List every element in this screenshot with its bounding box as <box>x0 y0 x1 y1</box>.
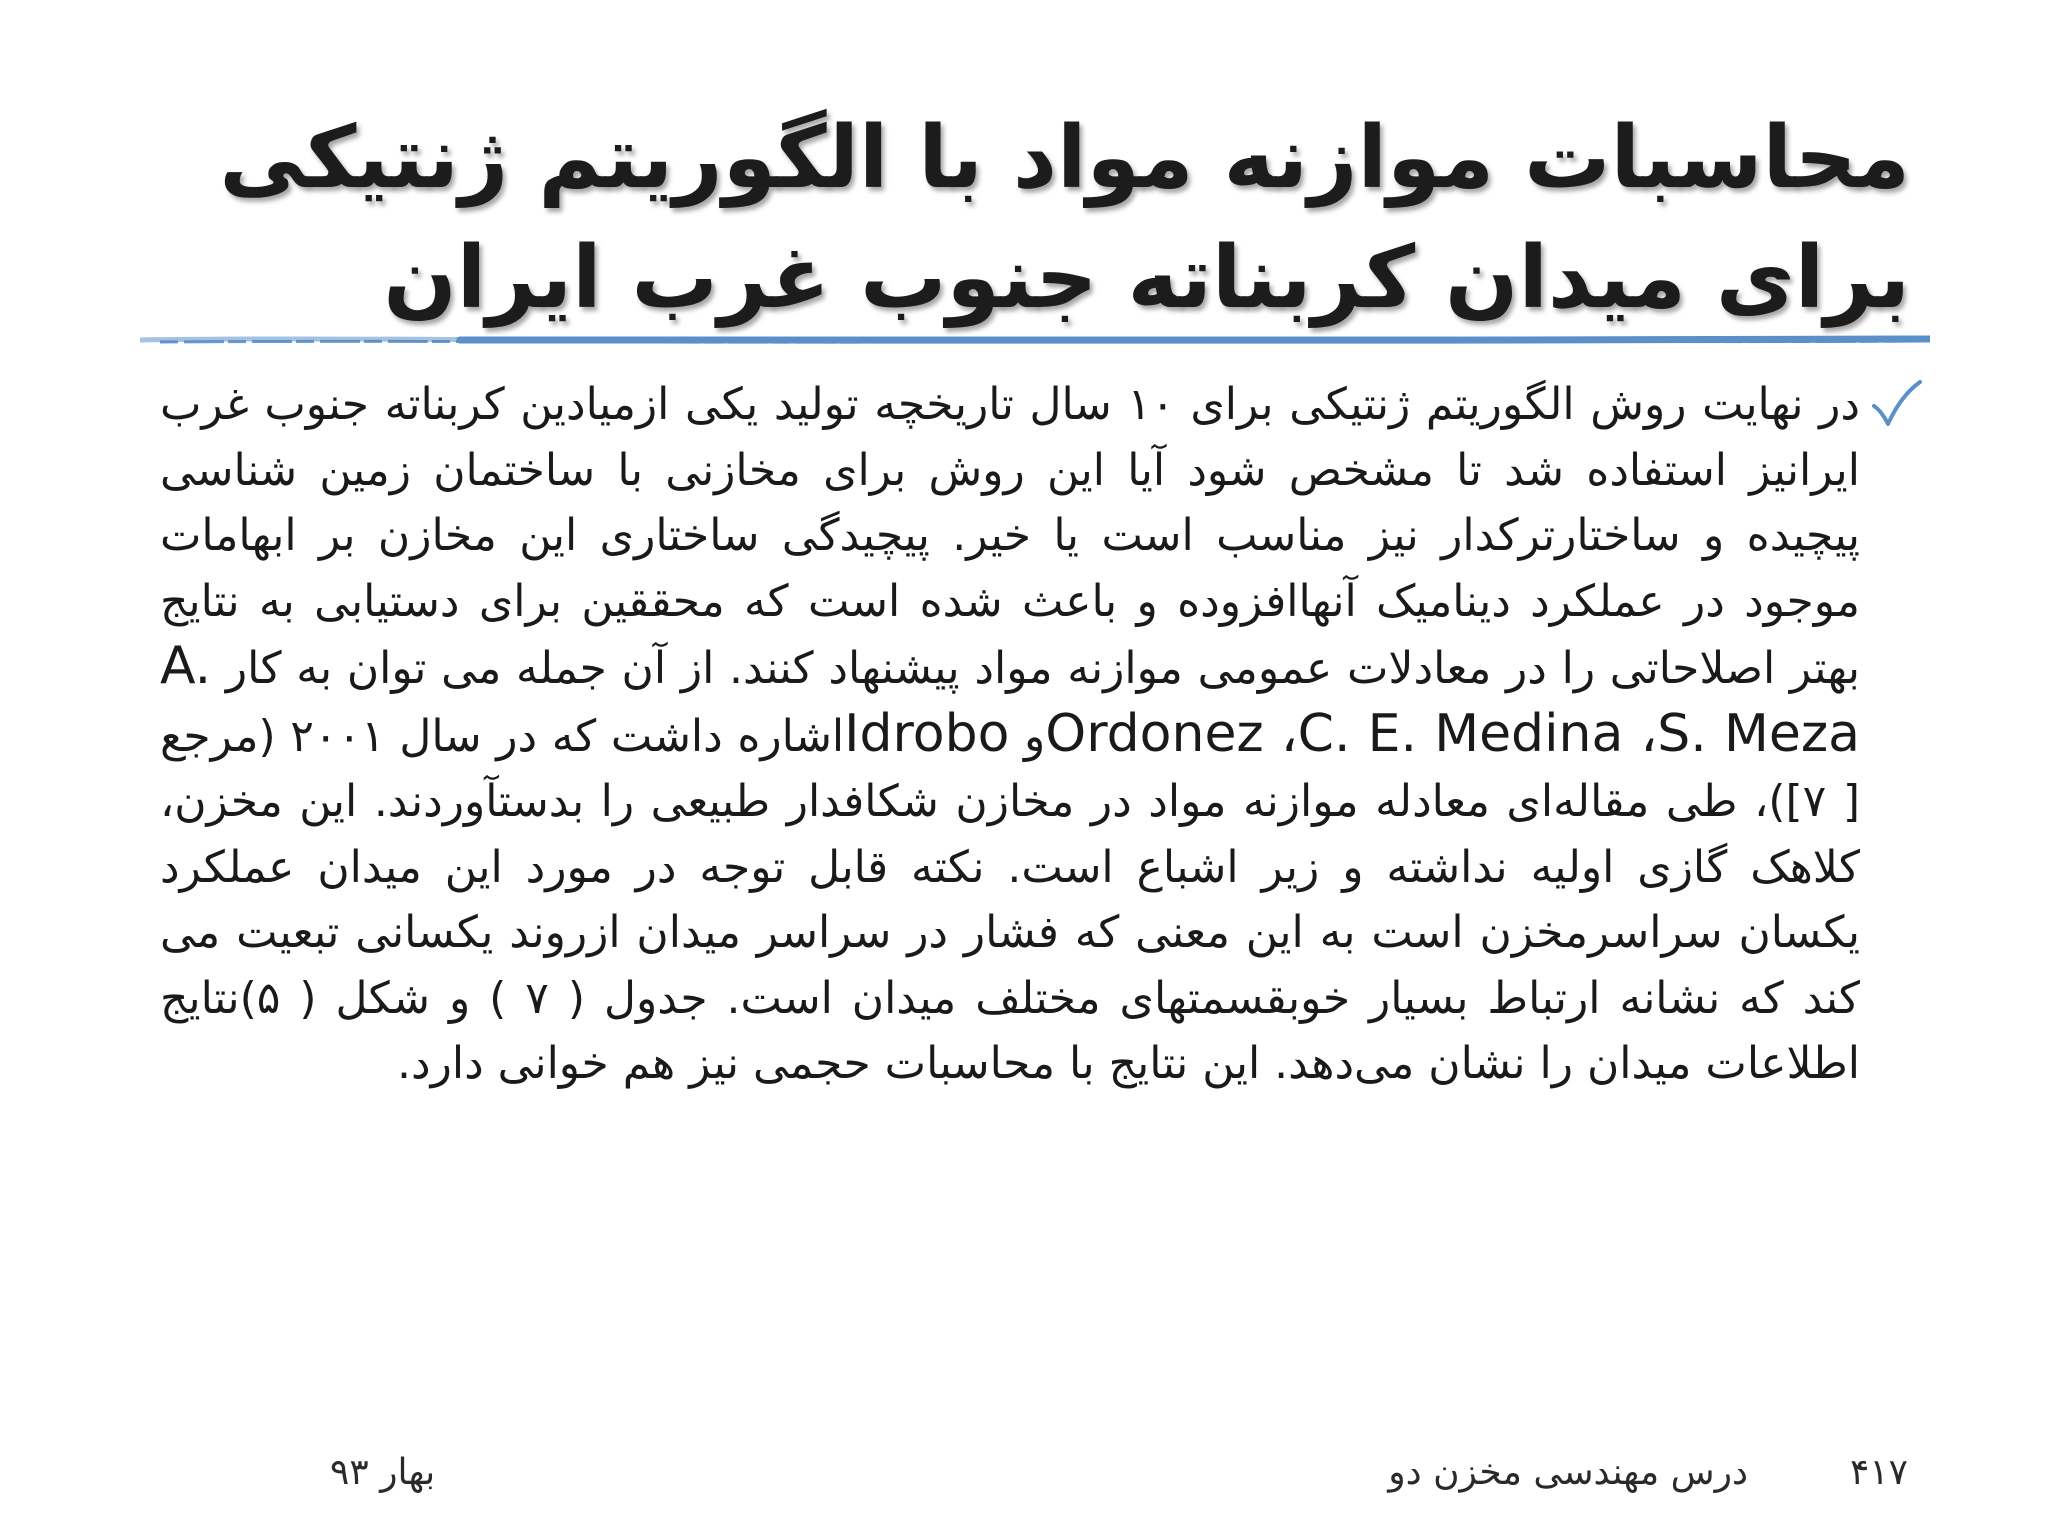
body-text-part-2: اشاره داشت که در سال ۲۰۰۱ (مرجع [ ۷])، طی مقاله‌ای معادله موازنه مواد در مخازن شکافدار طبیعی را بدستآوردند. این مخزن، کلاهک گازی اولیه نداشته و زیر اشباع است. نکته قابل توجه در مورد این میدان عملکرد یکسان سراسرمخزن است به این معنی که فشار در سراسر میدان ازروند یکسانی تبعیت می کند که نشانه ارتباط بسیار خوبقسمتهای مختلف میدان است. جدول ( ۷ ) و شکل ( ۵)نتایج اطلاعات میدان را نشان می‌دهد. این نتایج با محاسبات حجمی نیز هم خوانی دارد. <box>160 710 1860 1089</box>
title-line-1: محاسبات موازنه مواد با الگوریتم ژنتیکی <box>219 107 1910 208</box>
author-idrobo: Idrobo <box>844 703 1010 764</box>
course-name: درس مهندسی مخزن دو <box>1388 1452 1748 1493</box>
body-paragraph <box>160 372 1860 1097</box>
term-label: بهار ۹۳ <box>330 1452 436 1493</box>
conjunction: و <box>1024 710 1046 762</box>
slide-title <box>219 98 1910 338</box>
page-number: ۴۱۷ <box>1849 1452 1908 1493</box>
checkmark-icon <box>1870 378 1922 430</box>
title-divider <box>140 333 1930 349</box>
title-line-2: برای میدان کربناته جنوب غرب ایران <box>383 227 1910 328</box>
author-names: A. Ordonez ،C. E. Medina ،S. Meza <box>160 636 1860 764</box>
body-text-part-1: در نهایت روش الگوریتم ژنتیکی برای ۱۰ سال تاریخچه تولید یکی ازمیادین کربناته جنوب غرب ایرانیز استفاده شد تا مشخص شود آیا این روش برای مخازنی با ساختمان زمین شناسی پیچیده و ساختارترکدار نیز مناسب است یا خیر. پیچیدگی ساختاری این مخازن بر ابهامات موجود در عملکرد دینامیک آنهاافزوده و باعث شده است که محققین برای دستیابی به نتایج بهتر اصلاحاتی را در معادلات عمومی موازنه مواد پیشنهاد کنند. از آن جمله می توان به کار <box>160 379 1860 694</box>
content-block <box>160 372 1860 1097</box>
